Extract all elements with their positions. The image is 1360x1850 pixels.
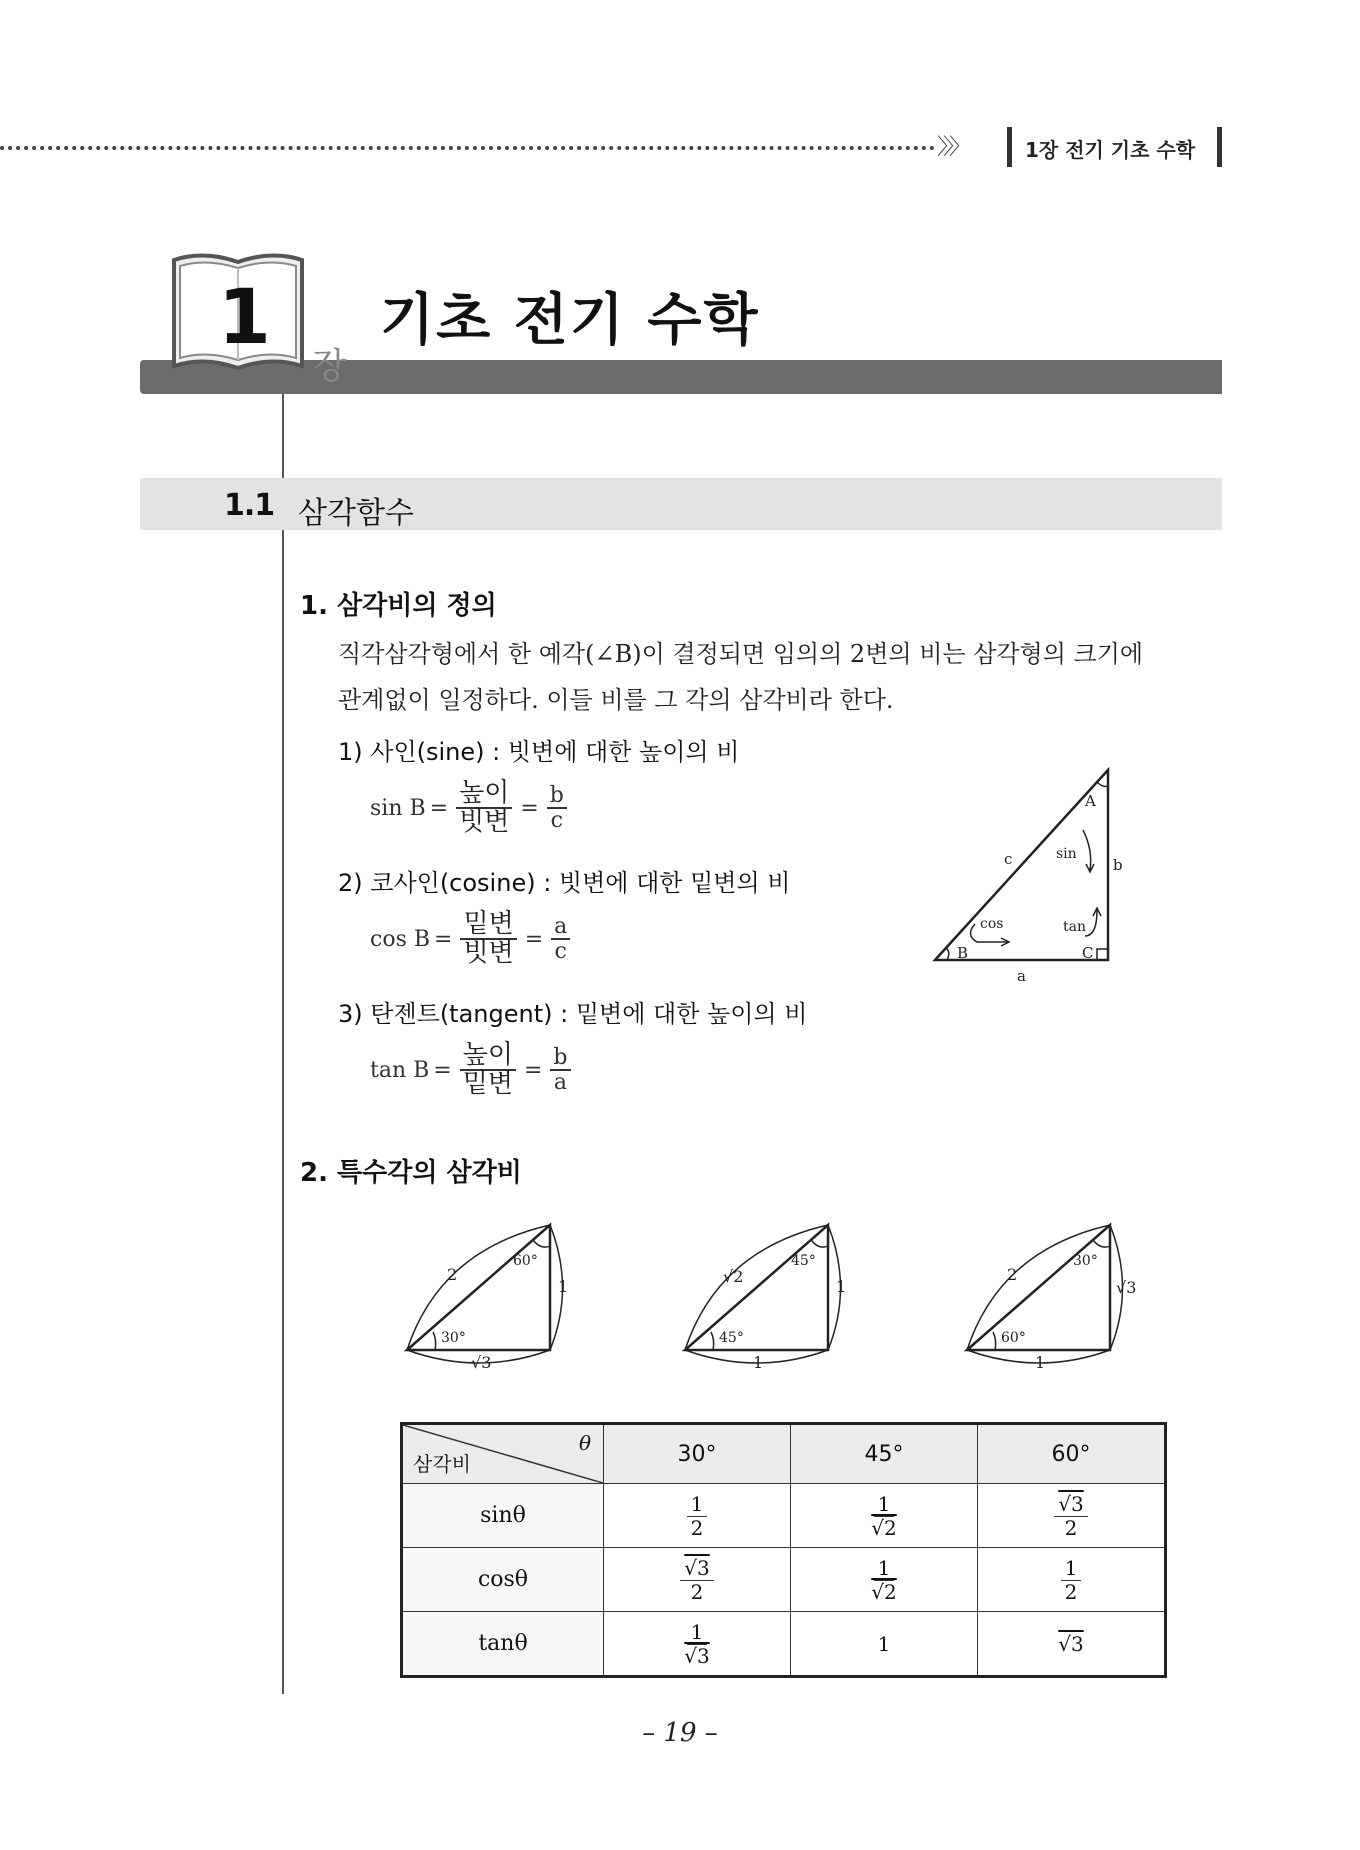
page-number: – 19 – [642, 1718, 718, 1748]
fraction-numerator: 1 [1061, 1557, 1082, 1581]
bottom-angle-mark [993, 1332, 996, 1350]
fraction-numerator: √3 [680, 1557, 713, 1581]
item-tangent-label: 3) 탄젠트(tangent) : 밑변에 대한 높이의 비 [338, 1000, 808, 1028]
equals-sign: = [429, 795, 449, 821]
corner-ratio-label: 삼각비 [413, 1452, 471, 1476]
label-height: 1 [836, 1277, 847, 1296]
bottom-angle-mark [433, 1332, 436, 1350]
top-angle-mark [533, 1240, 550, 1247]
letter-fraction [547, 784, 567, 832]
top-angle-mark [811, 1240, 828, 1247]
fraction-denominator: 2 [1064, 1515, 1078, 1540]
label-hypotenuse: √2 [723, 1267, 744, 1286]
margin-rule [282, 394, 284, 1694]
paragraph-line-1: 직각삼각형에서 한 예각(∠B)이 결정되면 임의의 2변의 비는 삼각형의 크기에 [338, 640, 1144, 668]
section-number: 1.1 [224, 488, 275, 523]
row-label-cos: cosθ [402, 1548, 604, 1612]
right-angle-mark [1097, 949, 1108, 960]
label-base: 1 [1035, 1353, 1046, 1370]
word-fraction [456, 780, 512, 837]
fraction-denominator: √2 [871, 1515, 897, 1540]
sin-arrow [1083, 830, 1091, 870]
table-row [402, 1484, 1166, 1548]
column-header-60: 60° [978, 1424, 1166, 1484]
label-bottom-angle: 60° [1001, 1330, 1026, 1346]
fraction-numerator: 1 [687, 1621, 708, 1645]
fraction-numerator: √3 [1054, 1493, 1087, 1517]
item-sine-label: 1) 사인(sine) : 빗변에 대한 높이의 비 [338, 738, 740, 766]
paragraph-line-2: 관계없이 일정하다. 이들 비를 그 각의 삼각비라 한다. [338, 686, 894, 714]
label-bottom-angle: 45° [719, 1330, 744, 1346]
formula-lhs: sin B [370, 795, 426, 821]
letter-fraction [550, 1046, 570, 1094]
right-triangle-diagram [925, 760, 1125, 985]
column-header-45: 45° [791, 1424, 978, 1484]
special-triangle-60 [955, 1210, 1140, 1370]
fraction-denominator: 2 [690, 1515, 704, 1540]
item-cosine-label: 2) 코사인(cosine) : 빗변에 대한 밑변의 비 [338, 869, 791, 897]
header-chapter-label: 1장 전기 기초 수학 [1025, 138, 1196, 162]
equals-sign: = [524, 926, 544, 952]
fraction-numerator: 1 [687, 1493, 708, 1517]
table-corner-cell [402, 1424, 604, 1484]
section-title: 삼각함수 [298, 496, 414, 531]
letter-fraction [551, 915, 570, 963]
label-cos: cos [980, 916, 1004, 932]
header-chevrons: 〉〉〉 [937, 135, 967, 160]
label-height: 1 [558, 1277, 569, 1296]
fraction-numerator: 높이 [456, 780, 512, 809]
label-top-angle: 60° [513, 1253, 538, 1269]
tan-arrow [1085, 910, 1097, 936]
fraction-denominator: √3 [684, 1643, 710, 1668]
triangle-outline [967, 1225, 1110, 1350]
fraction-denominator: 밑변 [462, 1069, 513, 1100]
triangle-outline [407, 1225, 550, 1350]
fraction-numerator: 1 [874, 1493, 895, 1517]
bottom-angle-mark [711, 1332, 714, 1350]
label-hypotenuse: 2 [1007, 1265, 1018, 1284]
fraction-denominator: a [553, 1070, 568, 1096]
label-top-angle: 45° [791, 1253, 816, 1269]
fraction-denominator: 2 [690, 1579, 704, 1604]
label-sin: sin [1056, 846, 1077, 862]
chapter-suffix: 장 [312, 346, 347, 387]
formula-tangent [370, 1042, 575, 1099]
header-bar-right [1217, 127, 1222, 167]
word-fraction [460, 911, 516, 968]
fraction-denominator: 빗변 [459, 807, 510, 838]
fraction-numerator: b [547, 784, 567, 809]
trig-ratio-table [400, 1422, 1167, 1678]
label-vertex-a: A [1085, 792, 1096, 810]
subheading-special-angles: 2. 특수각의 삼각비 [300, 1158, 522, 1188]
label-bottom-angle: 30° [441, 1330, 466, 1346]
table-row [402, 1612, 1166, 1677]
label-side-c: c [1004, 850, 1013, 868]
equals-sign: = [520, 795, 539, 821]
angle-a-mark [1097, 782, 1108, 787]
cell-tan-30 [604, 1612, 791, 1677]
label-vertex-c: C [1082, 944, 1094, 962]
equals-sign: = [433, 1057, 452, 1083]
equals-sign: = [523, 1057, 543, 1083]
label-base: √3 [471, 1353, 492, 1370]
cell-sin-60 [978, 1484, 1166, 1548]
angle-b-mark [946, 948, 949, 960]
column-header-30: 30° [604, 1424, 791, 1484]
label-side-b: b [1113, 856, 1123, 874]
formula-lhs: tan B [370, 1057, 430, 1083]
cell-sin-30 [604, 1484, 791, 1548]
table-row [402, 1548, 1166, 1612]
subheading-definition: 1. 삼각비의 정의 [300, 591, 497, 621]
fraction-denominator: 빗변 [463, 938, 514, 969]
fraction-denominator: √2 [871, 1579, 897, 1604]
formula-cosine [370, 911, 574, 968]
cell-cos-45 [791, 1548, 978, 1612]
label-side-a: a [1017, 967, 1026, 985]
cell-tan-45: 1 [791, 1612, 978, 1677]
fraction-numerator: 1 [874, 1557, 895, 1581]
special-triangle-30 [395, 1210, 575, 1370]
fraction-denominator: c [554, 939, 567, 965]
label-top-angle: 30° [1073, 1253, 1098, 1269]
label-height: √3 [1116, 1278, 1137, 1297]
cell-cos-30 [604, 1548, 791, 1612]
fraction-numerator: 높이 [460, 1042, 516, 1071]
header-dotted-rule [0, 146, 935, 150]
fraction-numerator: 밑변 [460, 911, 516, 940]
label-hypotenuse: 2 [447, 1265, 458, 1284]
equals-sign: = [434, 926, 453, 952]
special-triangle-45 [673, 1210, 853, 1370]
fraction-denominator: 2 [1064, 1579, 1078, 1604]
chapter-number: 1 [218, 272, 271, 361]
top-angle-mark [1093, 1240, 1110, 1247]
formula-lhs: cos B [370, 926, 431, 952]
label-base: 1 [753, 1353, 764, 1370]
row-label-sin: sinθ [402, 1484, 604, 1548]
cell-tan-60: √3 [978, 1612, 1166, 1677]
corner-theta: θ [578, 1431, 591, 1455]
fraction-numerator: b [550, 1046, 570, 1071]
chapter-title: 기초 전기 수학 [380, 288, 760, 353]
formula-sine [370, 780, 571, 837]
label-tan: tan [1063, 919, 1086, 935]
header-bar-left [1007, 127, 1012, 167]
table-header-row [402, 1424, 1166, 1484]
label-vertex-b: B [957, 944, 969, 962]
fraction-denominator: c [550, 808, 563, 834]
row-label-tan: tanθ [402, 1612, 604, 1677]
cell-cos-60 [978, 1548, 1166, 1612]
cell-sin-45 [791, 1484, 978, 1548]
triangle-outline [685, 1225, 828, 1350]
fraction-numerator: a [551, 915, 570, 940]
word-fraction [460, 1042, 516, 1099]
